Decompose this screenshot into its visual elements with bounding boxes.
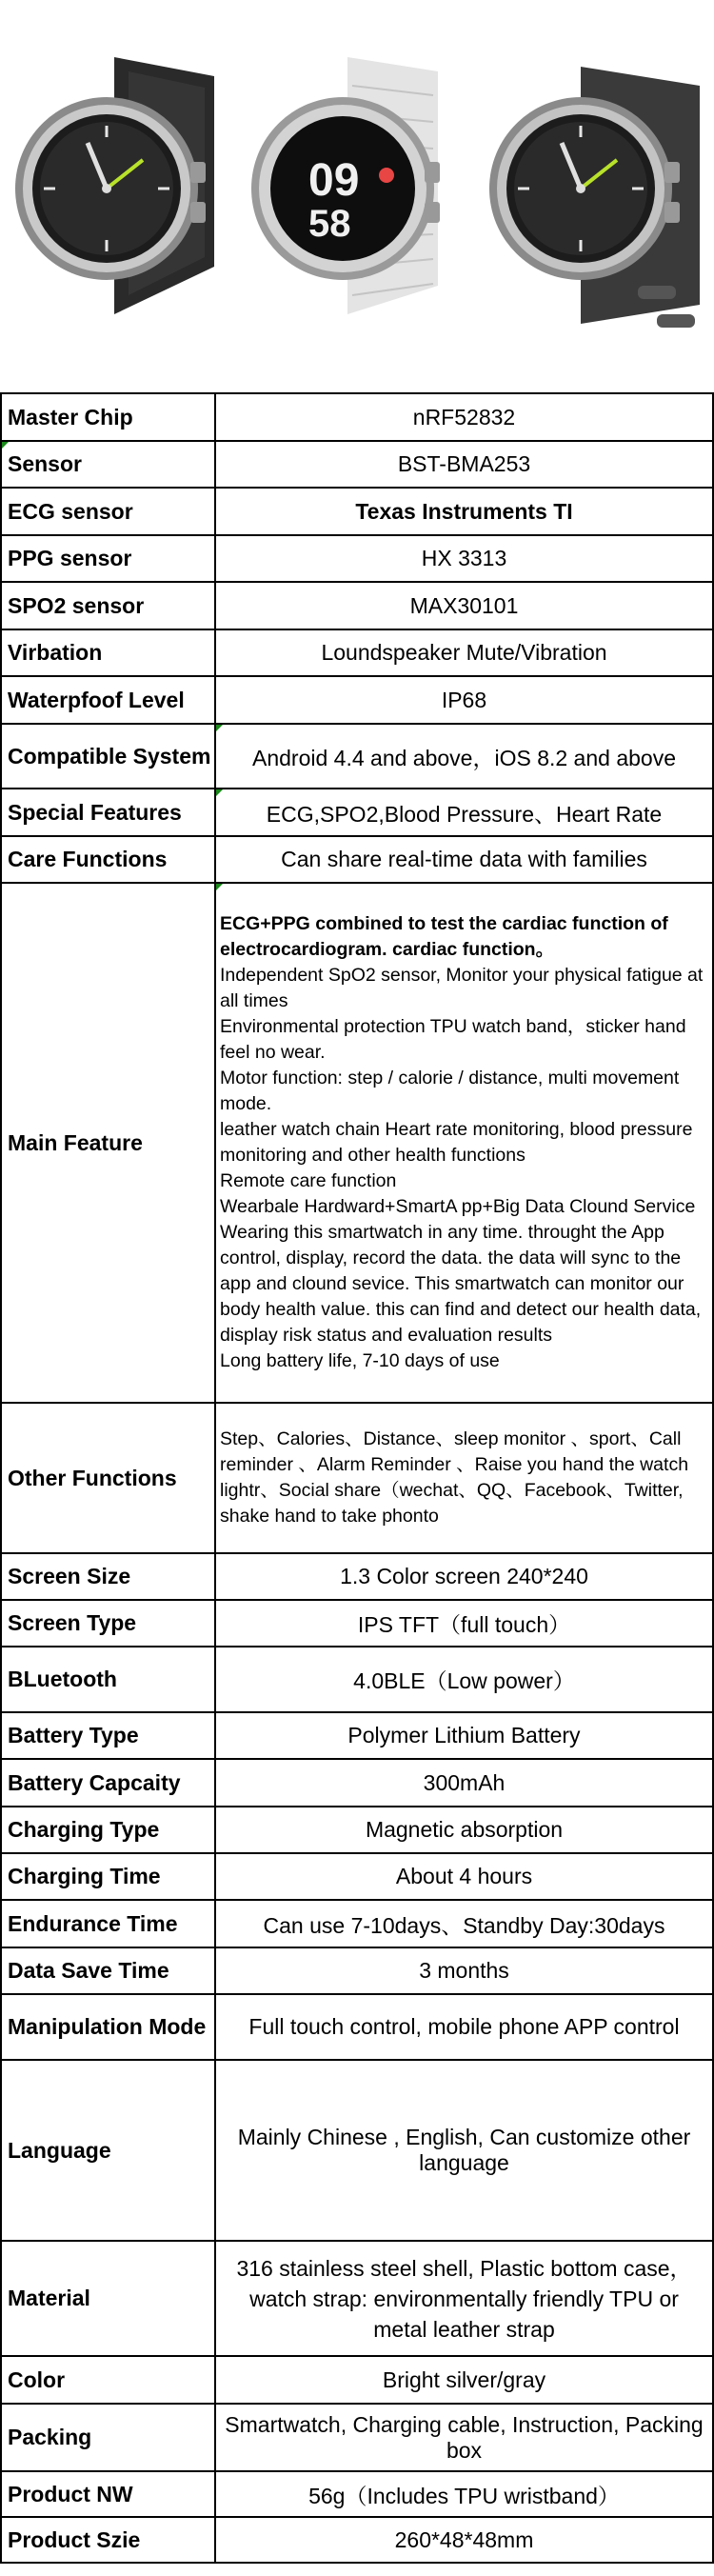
spec-value: IPS TFT（full touch） <box>215 1600 713 1647</box>
spec-value: 300mAh <box>215 1759 713 1807</box>
spec-value: Polymer Lithium Battery <box>215 1712 713 1759</box>
spec-row-data-save-time <box>1 1947 713 1994</box>
spec-row-color <box>1 2356 713 2404</box>
spec-value: Mainly Chinese , English, Can customize other language <box>215 2060 713 2241</box>
spec-key: Packing <box>1 2404 215 2471</box>
spec-value: Loundspeaker Mute/Vibration <box>215 629 713 676</box>
spec-row-waterproof <box>1 676 713 724</box>
spec-key: Manipulation Mode <box>1 1994 215 2060</box>
main-feature-line: Environmental protection TPU watch band，sticker hand feel no wear. <box>220 1016 686 1063</box>
spec-value: Can use 7-10days、Standby Day:30days <box>215 1900 713 1947</box>
spec-row-spo2-sensor <box>1 582 713 629</box>
other-functions-line: shake hand to take phonto <box>220 1506 439 1527</box>
spec-row-other-functions <box>1 1403 713 1553</box>
spec-value: Smartwatch, Charging cable, Instruction, Packing box <box>215 2404 713 2471</box>
main-feature-lead: ECG+PPG combined to test the cardiac function of electrocardiogram. cardiac function。 <box>220 913 668 960</box>
spec-key: Charging Time <box>1 1853 215 1900</box>
spec-value <box>215 883 713 1403</box>
spec-value: 3 months <box>215 1947 713 1994</box>
spec-key: Material <box>1 2241 215 2356</box>
spec-value: nRF52832 <box>215 393 713 441</box>
spec-row-charging-time <box>1 1853 713 1900</box>
spec-key: Compatible System <box>1 724 215 789</box>
main-feature-line: Remote care function <box>220 1170 397 1191</box>
spec-row-master-chip <box>1 393 713 441</box>
spec-value: 4.0BLE（Low power） <box>215 1647 713 1712</box>
spec-value: HX 3313 <box>215 535 713 582</box>
spec-row-material <box>1 2241 713 2356</box>
main-feature-line: Independent SpO2 sensor, Monitor your physical fatigue at all times <box>220 965 704 1011</box>
spec-value: 260*48*48mm <box>215 2517 713 2563</box>
spec-key: Charging Type <box>1 1807 215 1853</box>
screen-hour: 09 <box>308 155 360 206</box>
spec-key: Product NW <box>1 2471 215 2517</box>
spec-row-screen-type <box>1 1600 713 1647</box>
spec-value: Magnetic absorption <box>215 1807 713 1853</box>
spec-row-manipulation-mode <box>1 1994 713 2060</box>
main-feature-line: Wearing this smartwatch in any time. throught the App control, display, record the data. the data will sync to the app and clound sevice. This smartwatch can monitor our body health value. this can find and detect our health data, display risk status and evaluation results <box>220 1222 702 1346</box>
spec-row-language <box>1 2060 713 2241</box>
spec-row-special-features <box>1 789 713 836</box>
spec-key: Product Szie <box>1 2517 215 2563</box>
product-photo <box>0 0 714 390</box>
other-functions-line: Step、Calories、Distance、sleep monitor 、sport、Call reminder 、Alarm Reminder 、Raise you hand the watch lightr、Social share（wechat、QQ、Facebook、Twitter, <box>220 1428 689 1501</box>
spec-key: ECG sensor <box>1 488 215 535</box>
spec-row-charging-type <box>1 1807 713 1853</box>
main-feature-line: leather watch chain Heart rate monitoring, blood pressure monitoring and other health functions <box>220 1119 693 1166</box>
spec-row-battery-capacity <box>1 1759 713 1807</box>
spec-row-ecg-sensor <box>1 488 713 535</box>
spec-key: BLuetooth <box>1 1647 215 1712</box>
spec-value: MAX30101 <box>215 582 713 629</box>
spec-value: Android 4.4 and above，iOS 8.2 and above <box>215 724 713 789</box>
screen-minute: 58 <box>308 203 351 245</box>
spec-value: Texas Instruments TI <box>215 488 713 535</box>
spec-key: Care Functions <box>1 836 215 883</box>
spec-row-sensor <box>1 441 713 488</box>
spec-key: Sensor <box>1 441 215 488</box>
gray-strap-watch-image <box>476 0 714 390</box>
spec-row-ppg-sensor <box>1 535 713 582</box>
spec-key: Other Functions <box>1 1403 215 1553</box>
main-feature-line: Long battery life, 7-10 days of use <box>220 1350 500 1371</box>
spec-key: Color <box>1 2356 215 2404</box>
white-strap-watch-image <box>238 0 476 390</box>
spec-key: Screen Size <box>1 1553 215 1600</box>
spec-value: BST-BMA253 <box>215 441 713 488</box>
spec-key: Virbation <box>1 629 215 676</box>
spec-value: Can share real-time data with families <box>215 836 713 883</box>
spec-key: Language <box>1 2060 215 2241</box>
spec-value: Full touch control, mobile phone APP control <box>215 1994 713 2060</box>
spec-value <box>215 1403 713 1553</box>
spec-value: 1.3 Color screen 240*240 <box>215 1553 713 1600</box>
spec-key: Endurance Time <box>1 1900 215 1947</box>
spec-row-main-feature <box>1 883 713 1403</box>
spec-value: About 4 hours <box>215 1853 713 1900</box>
spec-row-packing <box>1 2404 713 2471</box>
spec-value: ECG,SPO2,Blood Pressure、Heart Rate <box>215 789 713 836</box>
spec-row-bluetooth <box>1 1647 713 1712</box>
spec-value: Bright silver/gray <box>215 2356 713 2404</box>
spec-key: Main Feature <box>1 883 215 1403</box>
spec-key: Battery Capcaity <box>1 1759 215 1807</box>
spec-key: Screen Type <box>1 1600 215 1647</box>
main-feature-line: Wearbale Hardward+SmartA pp+Big Data Clound Service <box>220 1196 696 1217</box>
spec-key: SPO2 sensor <box>1 582 215 629</box>
spec-key: PPG sensor <box>1 535 215 582</box>
spec-row-endurance-time <box>1 1900 713 1947</box>
spec-row-care-functions <box>1 836 713 883</box>
spec-row-product-size <box>1 2517 713 2563</box>
spec-value: IP68 <box>215 676 713 724</box>
spec-row-screen-size <box>1 1553 713 1600</box>
spec-row-compatible-system <box>1 724 713 789</box>
spec-value: 316 stainless steel shell, Plastic bottom case，watch strap: environmentally friendly TPU or metal leather strap <box>215 2241 713 2356</box>
spec-key: Special Features <box>1 789 215 836</box>
spec-table <box>0 392 714 2564</box>
spec-key: Master Chip <box>1 393 215 441</box>
black-strap-watch-image <box>0 0 238 390</box>
spec-key: Data Save Time <box>1 1947 215 1994</box>
spec-value: 56g（Includes TPU wristband） <box>215 2471 713 2517</box>
spec-row-vibration <box>1 629 713 676</box>
main-feature-line: Motor function: step / calorie / distance, multi movement mode. <box>220 1068 680 1114</box>
spec-row-product-nw <box>1 2471 713 2517</box>
spec-row-battery-type <box>1 1712 713 1759</box>
spec-key: Waterpfoof Level <box>1 676 215 724</box>
spec-key: Battery Type <box>1 1712 215 1759</box>
